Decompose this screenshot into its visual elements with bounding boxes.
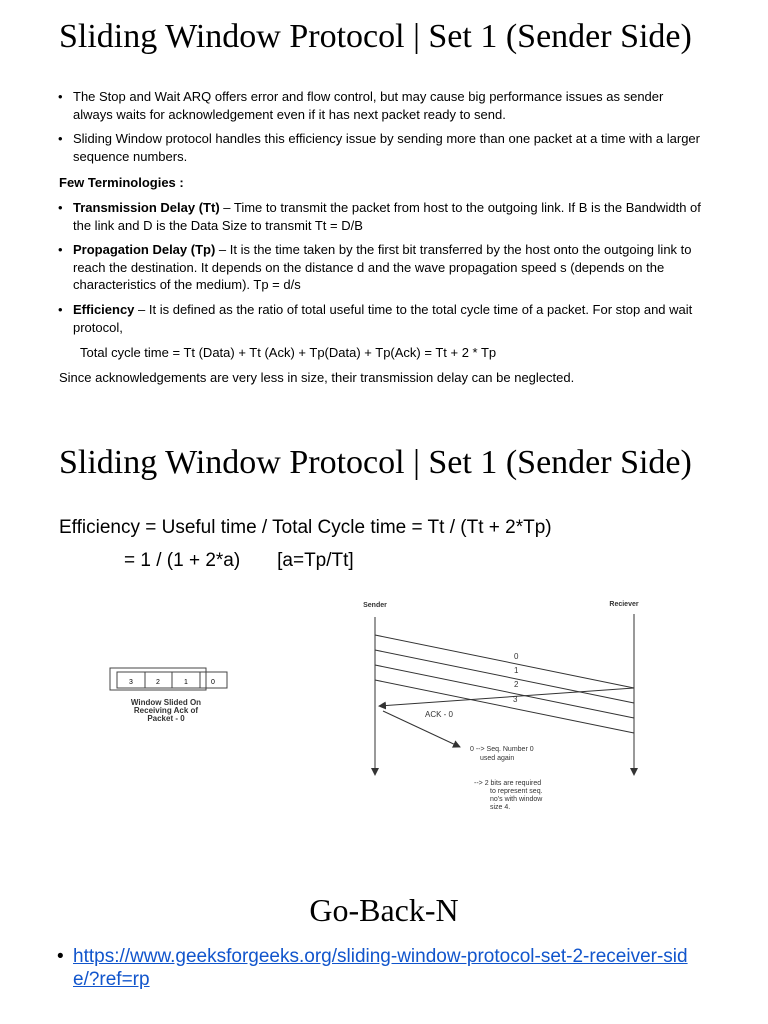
seq-note: 0 --> Seq. Number 0	[470, 746, 534, 753]
term-text: – Time to transmit the packet from host to the outgoing link. If B is the Bandwidth of the link and D is the Data Size to transmit Tt = D/B	[73, 200, 701, 233]
window-caption: Window Slided On	[130, 698, 202, 707]
sliding-window-diagram	[0, 592, 768, 812]
sender-label: Sender	[363, 602, 387, 609]
slide3-title: Go-Back-N	[309, 892, 459, 928]
bullet-text: The Stop and Wait ARQ offers error and flow control, but may cause big performance issues as sender always waits for acknowledgement even if it has next packet ready to send.	[73, 89, 664, 122]
packet-label: 1	[514, 666, 519, 675]
window-cell: 2	[156, 679, 160, 686]
bullet-efficiency	[58, 301, 703, 336]
bullet-dot: •	[58, 200, 63, 215]
bullet-dot: •	[58, 89, 63, 104]
ack-delay-note: Since acknowledgements are very less in size, their transmission delay can be neglected.	[59, 370, 575, 385]
term-label: Transmission Delay (Tt)	[73, 200, 220, 215]
slide1-title: Sliding Window Protocol | Set 1 (Sender Side)	[59, 18, 692, 55]
efficiency-formula: Efficiency = Useful time / Total Cycle time = Tt / (Tt + 2*Tp)	[59, 517, 552, 538]
bullet-dot: •	[57, 946, 64, 967]
bits-note: --> 2 bits are required	[474, 780, 542, 787]
packet-line	[375, 650, 634, 703]
receiver-label: Reciever	[609, 601, 639, 608]
geeksforgeeks-link[interactable]: https://www.geeksforgeeks.org/sliding-window-protocol-set-2-receiver-side/?ref=rp	[73, 946, 688, 990]
bullet-stop-and-wait	[58, 88, 703, 123]
window-box	[110, 668, 227, 690]
seq-note: used again	[480, 755, 515, 762]
term-label: Efficiency	[73, 302, 135, 317]
term-text: – It is defined as the ratio of total useful time to the total cycle time of a packet. For stop and wait protocol,	[73, 302, 693, 335]
bullet-dot: •	[58, 131, 63, 146]
packet-label: 0	[514, 652, 519, 661]
bullet-text: Sliding Window protocol handles this efficiency issue by sending more than one packet at a time with a larger sequence numbers.	[73, 131, 700, 164]
packet-line	[375, 635, 634, 688]
ack-label: ACK - 0	[425, 710, 454, 719]
bullet-dot: •	[58, 302, 63, 317]
packet-label: 3	[513, 695, 518, 704]
ack-arrow	[379, 688, 634, 706]
efficiency-simplified: = 1 / (1 + 2*a) [a=Tp/Tt]	[124, 550, 354, 571]
window-caption: Receiving Ack of	[133, 706, 199, 715]
window-cell: 0	[211, 679, 215, 686]
bits-note: size 4.	[490, 804, 511, 811]
window-caption: Packet - 0	[147, 714, 185, 723]
term-text: – It is the time taken by the first bit transferred by the host onto the outgoing link to reach the destination. It depends on the distance d and the wave propagation speed s (depends on the characteristics of the medium). Tp = d/s	[73, 242, 692, 292]
bullet-sliding-window	[58, 130, 703, 165]
packet-label: 2	[514, 680, 519, 689]
slide2-title: Sliding Window Protocol | Set 1 (Sender Side)	[59, 444, 692, 481]
bullet-propagation-delay	[58, 241, 703, 294]
total-cycle-formula: Total cycle time = Tt (Data) + Tt (Ack) + Tp(Data) + Tp(Ack) = Tt + 2 * Tp	[80, 345, 497, 360]
bits-note: no's with window	[490, 796, 543, 803]
window-cell: 3	[129, 679, 133, 686]
window-cell: 1	[184, 679, 188, 686]
packet-line	[375, 665, 634, 718]
bits-note: to represent seq.	[490, 788, 543, 795]
bullet-transmission-delay	[58, 199, 703, 234]
bullet-dot: •	[58, 242, 63, 257]
term-label: Propagation Delay (Tp)	[73, 242, 216, 257]
few-terminologies-heading: Few Terminologies :	[59, 175, 184, 190]
